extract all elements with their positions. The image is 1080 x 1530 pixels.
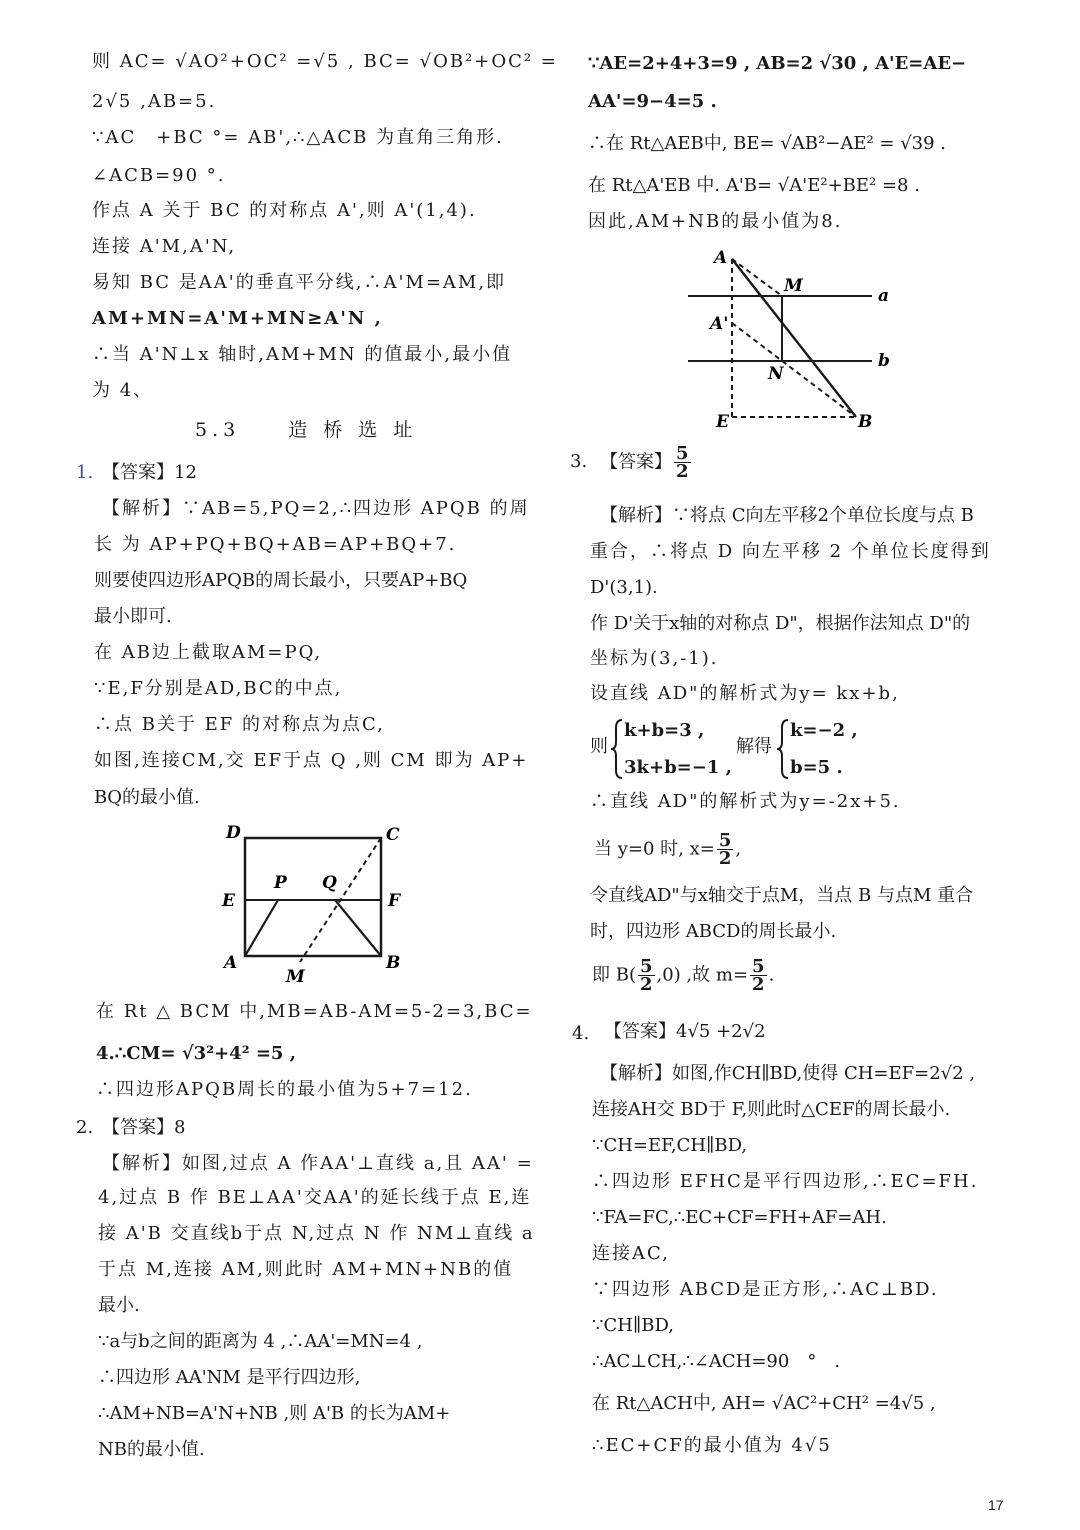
line: ∵AE=2+4+3=9 , AB=2 √30 , A'E=AE− — [588, 53, 967, 74]
equation: b=5 . — [790, 757, 843, 778]
question-number: 4. — [572, 1023, 590, 1044]
line: 则 AC= √AO²+OC² =√5 , BC= √OB²+OC² = — [92, 51, 558, 72]
brace-left — [610, 718, 624, 780]
question-number: 3. — [570, 451, 588, 472]
line: 最小. — [98, 1295, 140, 1316]
line: ∵E,F分别是AD,BC的中点, — [94, 678, 343, 699]
line: ∵AC +BC °= AB',∴△ACB 为直角三角形. — [92, 127, 504, 148]
line: 因此,AM+NB的最小值为8. — [588, 211, 843, 232]
line: 当 y=0 时, x= $\frac{5}{2}$ , — [594, 830, 742, 869]
answer-label: 【答案】 — [600, 451, 672, 473]
line: 接 A'B 交直线b于点 N,过点 N 作 NM⊥直线 a — [98, 1223, 535, 1244]
question-number: 2. — [76, 1117, 94, 1138]
line: 于点 M,连接 AM,则此时 AM+MN+NB的值 — [98, 1259, 514, 1280]
label-B: B — [858, 412, 873, 432]
question-number: 1. — [76, 462, 94, 483]
line: ∵CH∥BD, — [592, 1315, 674, 1336]
label-D: D — [226, 823, 241, 843]
line: AM+MN=A'M+MN≥A'N , — [92, 308, 383, 329]
line: 4,过点 B 作 BE⊥AA'交AA'的延长线于点 E,连 — [98, 1187, 532, 1208]
brace-right — [776, 718, 790, 780]
line: ∴AC⊥CH,∴∠ACH=90 ° . — [592, 1351, 841, 1372]
line: ∴四边形 EFHC是平行四边形,∴EC=FH. — [592, 1171, 979, 1192]
line: 在 Rt △ BCM 中,MB=AB-AM=5-2=3,BC= — [96, 1001, 533, 1022]
line: ∠ACB=90 °. — [92, 165, 226, 186]
line: 【解析】如图,过点 A 作AA'⊥直线 a,且 AA' = — [102, 1153, 534, 1174]
line: 【解析】∵将点 C向左平移2个单位长度与点 B — [600, 505, 974, 526]
line: ∴AM+NB=A'N+NB ,则 A'B 的长为AM+ — [98, 1403, 451, 1424]
label-A: A — [714, 248, 728, 268]
line: ∴四边形APQB周长的最小值为5+7=12. — [96, 1079, 473, 1100]
line: 为 4、 — [92, 380, 154, 401]
equation: k=−2 , — [790, 720, 858, 741]
line: 即 B( $\frac{5}{2}$ ,0) ,故 m= $\frac{5}{2}$ . — [592, 956, 775, 995]
line: ∴点 B关于 EF 的对称点为点C, — [94, 714, 385, 735]
answer: 【答案】8 — [102, 1117, 186, 1138]
label-Q: Q — [322, 873, 337, 893]
equation: k+b=3 , — [624, 720, 705, 741]
line: 4.∴CM= √3²+4² =5 , — [96, 1043, 296, 1064]
line: 作 D'关于x轴的对称点 D"，根据作法知点 D"的 — [590, 613, 971, 634]
line: 连接 A'M,A'N, — [92, 236, 237, 257]
line: 易知 BC 是AA'的垂直平分线,∴A'M=AM,即 — [92, 272, 507, 293]
line: 【解析】∵AB=5,PQ=2,∴四边形 APQB 的周 — [102, 498, 530, 519]
line: 2√5 ,AB=5. — [92, 91, 217, 112]
label-b: b — [878, 351, 890, 371]
label-C: C — [386, 825, 400, 845]
line: ∵四边形 ABCD是正方形,∴AC⊥BD. — [592, 1279, 939, 1300]
line: 长 为 AP+PQ+BQ+AB=AP+BQ+7. — [94, 534, 457, 555]
answer: 【答案】4√5 +2√2 — [604, 1021, 766, 1042]
answer: 【答案】12 — [102, 462, 197, 483]
label-F: F — [388, 891, 401, 911]
line: ∴当 A'N⊥x 轴时,AM+MN 的值最小,最小值 — [92, 344, 513, 365]
label-P: P — [274, 873, 287, 893]
figure-rectangle-apqb — [210, 818, 420, 990]
figure-bridge — [680, 245, 900, 435]
line: BQ的最小值. — [94, 787, 200, 808]
line: 连接AC, — [592, 1243, 670, 1264]
answer — [600, 445, 693, 480]
line: 连接AH交 BD于 F,则此时△CEF的周长最小. — [592, 1099, 951, 1120]
line: ∵FA=FC,∴EC+CF=FH+AF=AH. — [592, 1207, 887, 1228]
label-B: B — [386, 953, 401, 973]
line: 【解析】如图,作CH∥BD,使得 CH=EF=2√2 , — [600, 1063, 976, 1084]
line: D'(3,1). — [590, 577, 658, 598]
line: 在 Rt△A'EB 中. A'B= √A'E²+BE² =8 . — [588, 175, 920, 196]
line: ∴直线 AD"的解析式为y=-2x+5. — [590, 791, 901, 812]
line: 最小即可. — [94, 606, 172, 627]
label-a: a — [878, 286, 890, 306]
line: 设直线 AD"的解析式为y= kx+b, — [590, 683, 900, 704]
page-number: 17 — [988, 1497, 1004, 1513]
line: 如图,连接CM,交 EF于点 Q ,则 CM 即为 AP+ — [94, 750, 529, 771]
line: 解得 — [736, 736, 772, 757]
line: 则 — [590, 736, 608, 757]
line: ∵a与b之间的距离为 4 ,∴AA'=MN=4 , — [98, 1331, 423, 1352]
line: 则要使四边形APQB的周长最小，只要AP+BQ — [94, 570, 468, 591]
line: ∴EC+CF的最小值为 4√5 — [592, 1435, 832, 1456]
line: 重合，∴将点 D 向左平移 2 个单位长度得到 — [590, 541, 991, 562]
line: 作点 A 关于 BC 的对称点 A',则 A'(1,4). — [92, 200, 477, 221]
label-N: N — [768, 364, 784, 384]
line: 在 Rt△ACH中, AH= √AC²+CH² =4√5 , — [592, 1393, 936, 1414]
label-M: M — [784, 276, 803, 296]
section-heading: 5.3 造 桥 选 址 — [195, 419, 418, 441]
line: ∴在 Rt△AEB中, BE= √AB²−AE² = √39 . — [588, 133, 947, 154]
line: 令直线AD"与x轴交于点M，当点 B 与点M 重合 — [590, 885, 974, 906]
label-E: E — [716, 412, 729, 432]
line: ∵CH=EF,CH∥BD, — [592, 1135, 748, 1156]
line: NB的最小值. — [98, 1439, 205, 1460]
line: 在 AB边上截取AM=PQ, — [94, 642, 323, 663]
line: ∴四边形 AA'NM 是平行四边形, — [98, 1367, 361, 1388]
label-E: E — [222, 891, 235, 911]
label-A: A — [224, 953, 238, 973]
line: 坐标为(3,-1). — [590, 648, 719, 669]
answer-fraction: $\frac{5}{2}$ — [676, 443, 689, 482]
line: AA'=9−4=5 . — [588, 91, 717, 112]
line: 时，四边形 ABCD的周长最小. — [590, 921, 837, 942]
label-A-prime: A' — [710, 314, 729, 334]
equation: 3k+b=−1 , — [624, 757, 732, 778]
label-M: M — [286, 967, 305, 987]
